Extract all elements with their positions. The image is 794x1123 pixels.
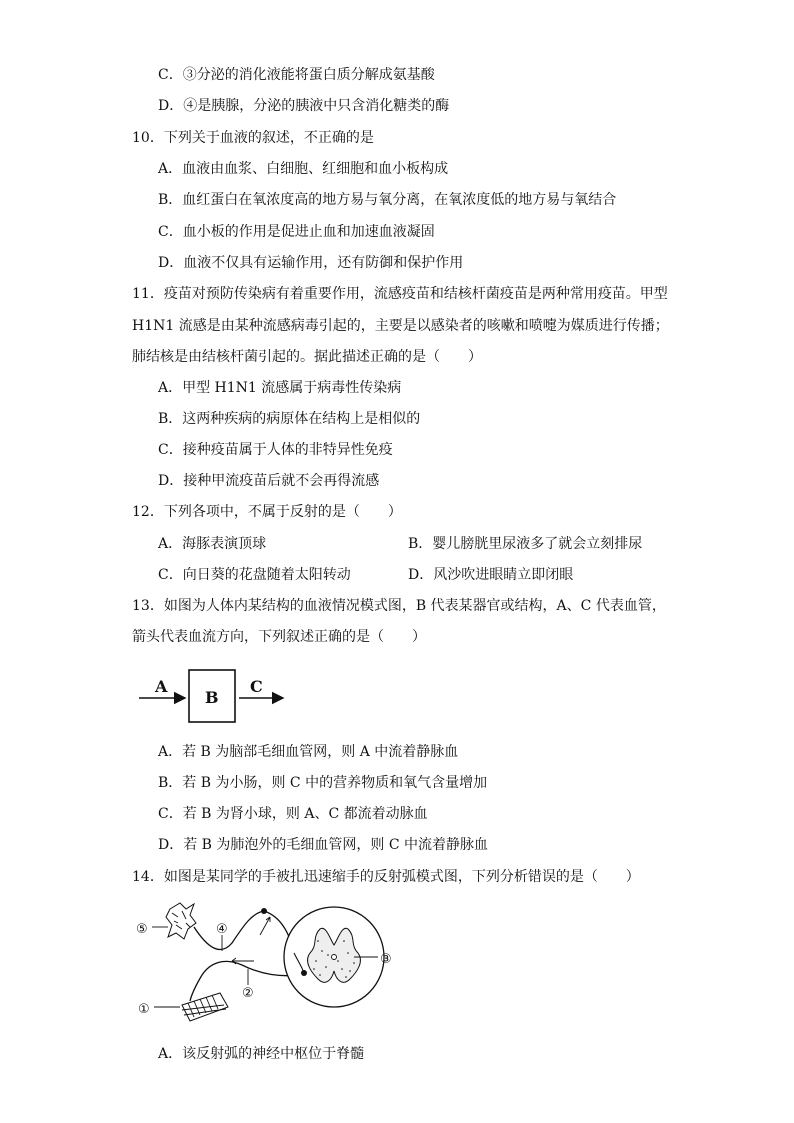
q12-option-b: B．婴儿膀胱里尿液多了就会立刻排尿	[408, 536, 643, 552]
q14-stem: 14．如图是某同学的手被扎迅速缩手的反射弧模式图，下列分析错误的是（ ）	[132, 869, 640, 885]
q11-stem-1: 11．疫苗对预防传染病有着重要作用，流感疫苗和结核杆菌疫苗是两种常用疫苗。甲型	[132, 286, 668, 302]
label-1: ①	[138, 1002, 150, 1017]
q11-option-d: D．接种甲流疫苗后就不会再得流感	[158, 473, 380, 489]
q13-stem-2: 箭头代表血流方向，下列叙述正确的是（ ）	[132, 629, 426, 645]
afferent-direction-arrow	[260, 917, 270, 935]
q10-option-d: D．血液不仅具有运输作用，还有防御和保护作用	[158, 255, 464, 271]
afferent-nerve	[194, 911, 264, 950]
effector-muscle	[182, 993, 228, 1021]
label-2: ②	[242, 986, 254, 1001]
q13-option-b: B．若 B 为小肠，则 C 中的营养物质和氧气含量增加	[158, 775, 488, 791]
vessel-a-label: A	[155, 677, 168, 696]
q13-option-c: C．若 B 为肾小球，则 A、C 都流着动脉血	[158, 806, 428, 822]
skin-receptor	[166, 903, 196, 939]
q10-option-c: C．血小板的作用是促进止血和加速血液凝固	[158, 224, 435, 240]
q11-option-c: C．接种疫苗属于人体的非特异性免疫	[158, 442, 393, 458]
reflex-arc-diagram	[132, 895, 402, 1030]
q13-option-d: D．若 B 为肺泡外的毛细血管网，则 C 中流着静脉血	[158, 837, 489, 853]
q10-stem: 10．下列关于血液的叙述，不正确的是	[132, 130, 374, 146]
q12-option-d: D．风沙吹进眼睛立即闭眼	[408, 567, 574, 583]
organ-b-label: B	[205, 688, 219, 707]
vessel-c-label: C	[250, 677, 263, 696]
label-3: ③	[380, 952, 392, 967]
blood-flow-diagram	[135, 665, 295, 730]
q11-stem-2: H1N1 流感是由某种流感病毒引起的，主要是以感染者的咳嗽和喷嚏为媒质进行传播；	[132, 318, 669, 334]
q12-option-c: C．向日葵的花盘随着太阳转动	[158, 567, 351, 583]
q10-option-b: B．血红蛋白在氧浓度高的地方易与氧分离，在氧浓度低的地方易与氧结合	[158, 192, 617, 208]
q9-option-d: D．④是胰腺，分泌的胰液中只含消化糖类的酶	[158, 98, 450, 114]
q11-option-b: B．这两种疾病的病原体在结构上是相似的	[158, 411, 421, 427]
q14-option-a: A．该反射弧的神经中枢位于脊髓	[158, 1046, 365, 1062]
q11-stem-3: 肺结核是由结核杆菌引起的。据此描述正确的是（ ）	[132, 349, 482, 365]
q11-option-a: A．甲型 H1N1 流感属于病毒性传染病	[158, 380, 402, 396]
label-4: ④	[216, 922, 228, 937]
q13-option-a: A．若 B 为脑部毛细血管网，则 A 中流着静脉血	[158, 744, 459, 760]
q9-option-c: C．③分泌的消化液能将蛋白质分解成氨基酸	[158, 67, 435, 83]
label-5: ⑤	[136, 922, 148, 937]
q12-option-a: A．海豚表演顶球	[158, 536, 267, 552]
q10-option-a: A．血液由血浆、白细胞、红细胞和血小板构成	[158, 161, 449, 177]
q13-stem-1: 13．如图为人体内某结构的血液情况模式图，B 代表某器官或结构，A、C 代表血管，	[132, 598, 666, 614]
q12-stem: 12．下列各项中，不属于反射的是（ ）	[132, 504, 402, 520]
